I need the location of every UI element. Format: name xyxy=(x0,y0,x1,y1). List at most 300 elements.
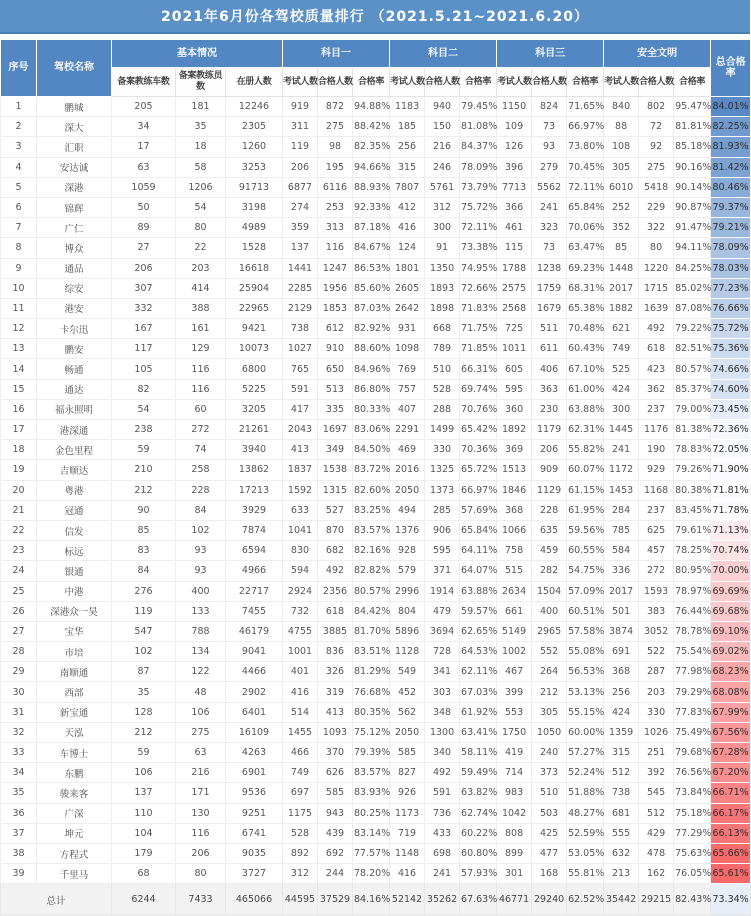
value-cell: 60.80% xyxy=(460,843,497,863)
value-cell: 899 xyxy=(497,843,532,863)
column-subheader: 备案教练车数 xyxy=(112,68,176,97)
value-cell: 553 xyxy=(497,702,532,722)
value-cell: 621 xyxy=(604,319,639,339)
value-cell: 312 xyxy=(283,864,318,884)
value-cell: 503 xyxy=(532,803,567,823)
table-footer xyxy=(1,884,751,916)
total-rate-cell: 78.09% xyxy=(711,238,751,258)
value-cell: 1914 xyxy=(425,581,460,601)
rank-cell: 38 xyxy=(1,843,37,863)
value-cell: 73 xyxy=(532,238,567,258)
value-cell: 272 xyxy=(176,420,226,440)
value-cell: 4755 xyxy=(283,621,318,641)
value-cell: 88.93% xyxy=(353,177,390,197)
value-cell: 584 xyxy=(604,541,639,561)
value-cell: 1350 xyxy=(425,258,460,278)
value-cell: 246 xyxy=(425,157,460,177)
value-cell: 72.66% xyxy=(460,278,497,298)
value-cell: 82.92% xyxy=(353,319,390,339)
value-cell: 133 xyxy=(176,601,226,621)
value-cell: 64.11% xyxy=(460,541,497,561)
rank-cell: 24 xyxy=(1,561,37,581)
value-cell: 719 xyxy=(390,823,425,843)
table-row xyxy=(1,763,751,783)
value-cell: 632 xyxy=(604,843,639,863)
value-cell: 85.60% xyxy=(353,278,390,298)
value-cell: 52.24% xyxy=(567,763,604,783)
value-cell: 46179 xyxy=(226,621,283,641)
value-cell: 1041 xyxy=(283,520,318,540)
total-rate-cell: 66.13% xyxy=(711,823,751,843)
column-subheader: 合格率 xyxy=(567,68,604,97)
value-cell: 840 xyxy=(604,97,639,117)
value-cell: 83.25% xyxy=(353,500,390,520)
value-cell: 419 xyxy=(497,743,532,763)
value-cell: 57.09% xyxy=(567,581,604,601)
value-cell: 51.88% xyxy=(567,783,604,803)
value-cell: 6877 xyxy=(283,177,318,197)
value-cell: 3694 xyxy=(425,621,460,641)
value-cell: 3885 xyxy=(318,621,353,641)
value-cell: 6116 xyxy=(318,177,353,197)
table-row xyxy=(1,803,751,823)
value-cell: 162 xyxy=(639,864,674,884)
value-cell: 414 xyxy=(176,278,226,298)
value-cell: 69.23% xyxy=(567,258,604,278)
total-rate-cell: 66.17% xyxy=(711,803,751,823)
value-cell: 89 xyxy=(112,218,176,238)
rank-cell: 23 xyxy=(1,541,37,561)
value-cell: 82.60% xyxy=(353,480,390,500)
value-cell: 1042 xyxy=(497,803,532,823)
value-cell: 91713 xyxy=(226,177,283,197)
rank-cell: 33 xyxy=(1,743,37,763)
value-cell: 79.39% xyxy=(353,743,390,763)
value-cell: 940 xyxy=(425,97,460,117)
value-cell: 788 xyxy=(176,621,226,641)
value-cell: 461 xyxy=(497,218,532,238)
value-cell: 73.84% xyxy=(674,783,711,803)
value-cell: 71.85% xyxy=(460,339,497,359)
value-cell: 59.49% xyxy=(460,763,497,783)
value-cell: 301 xyxy=(497,864,532,884)
value-cell: 78.20% xyxy=(353,864,390,884)
value-cell: 60.22% xyxy=(460,823,497,843)
value-cell: 738 xyxy=(283,319,318,339)
rank-cell: 2 xyxy=(1,117,37,137)
value-cell: 836 xyxy=(318,642,353,662)
value-cell: 85.02% xyxy=(674,278,711,298)
value-cell: 67.03% xyxy=(460,682,497,702)
value-cell: 479 xyxy=(425,601,460,621)
value-cell: 1050 xyxy=(532,722,567,742)
value-cell: 115 xyxy=(497,238,532,258)
value-cell: 368 xyxy=(604,662,639,682)
value-cell: 549 xyxy=(390,662,425,682)
value-cell: 1066 xyxy=(497,520,532,540)
value-cell: 62.31% xyxy=(567,420,604,440)
value-cell: 545 xyxy=(639,783,674,803)
value-cell: 417 xyxy=(283,399,318,419)
table-row xyxy=(1,319,751,339)
value-cell: 48.27% xyxy=(567,803,604,823)
value-cell: 300 xyxy=(604,399,639,419)
rank-cell: 5 xyxy=(1,177,37,197)
value-cell: 244 xyxy=(318,864,353,884)
value-cell: 5418 xyxy=(639,177,674,197)
value-cell: 64.53% xyxy=(460,642,497,662)
value-cell: 501 xyxy=(604,601,639,621)
table-row xyxy=(1,581,751,601)
total-rate-cell: 68.23% xyxy=(711,662,751,682)
value-cell: 1300 xyxy=(425,722,460,742)
value-cell: 75.49% xyxy=(674,722,711,742)
school-name-cell: 通达 xyxy=(37,379,112,399)
value-cell: 70.45% xyxy=(567,157,604,177)
value-cell: 2291 xyxy=(390,420,425,440)
value-cell: 230 xyxy=(532,399,567,419)
total-rate-cell: 68.08% xyxy=(711,682,751,702)
value-cell: 6901 xyxy=(226,763,283,783)
value-cell: 594 xyxy=(283,561,318,581)
value-cell: 85.18% xyxy=(674,137,711,157)
value-cell: 732 xyxy=(283,601,318,621)
value-cell: 203 xyxy=(639,682,674,702)
value-cell: 206 xyxy=(532,440,567,460)
value-cell: 692 xyxy=(318,843,353,863)
value-cell: 94.88% xyxy=(353,97,390,117)
table-row xyxy=(1,177,751,197)
rank-cell: 8 xyxy=(1,238,37,258)
value-cell: 808 xyxy=(497,823,532,843)
column-subheader: 在册人数 xyxy=(226,68,283,97)
table-row xyxy=(1,702,751,722)
school-name-cell: 吉顺达 xyxy=(37,460,112,480)
value-cell: 7455 xyxy=(226,601,283,621)
rank-cell: 20 xyxy=(1,480,37,500)
value-cell: 81.29% xyxy=(353,662,390,682)
value-cell: 21261 xyxy=(226,420,283,440)
school-name-cell: 信发 xyxy=(37,520,112,540)
value-cell: 86.80% xyxy=(353,379,390,399)
value-cell: 80.25% xyxy=(353,803,390,823)
value-cell: 413 xyxy=(318,702,353,722)
value-cell: 82.16% xyxy=(353,541,390,561)
value-cell: 9251 xyxy=(226,803,283,823)
school-name-cell: 港安 xyxy=(37,298,112,318)
school-name-cell: 畅通 xyxy=(37,359,112,379)
value-cell: 1325 xyxy=(425,460,460,480)
table-row xyxy=(1,137,751,157)
value-cell: 3874 xyxy=(604,621,639,641)
quality-ranking-table xyxy=(0,39,751,916)
column-subheader: 合格率 xyxy=(460,68,497,97)
value-cell: 285 xyxy=(425,500,460,520)
value-cell: 362 xyxy=(639,379,674,399)
value-cell: 60.00% xyxy=(567,722,604,742)
value-cell: 3052 xyxy=(639,621,674,641)
rank-cell: 37 xyxy=(1,823,37,843)
value-cell: 319 xyxy=(318,682,353,702)
value-cell: 83.93% xyxy=(353,783,390,803)
value-cell: 2017 xyxy=(604,278,639,298)
column-header-total-rate: 总合格率 xyxy=(711,40,751,97)
value-cell: 22717 xyxy=(226,581,283,601)
total-value-cell: 35262 xyxy=(425,884,460,916)
value-cell: 83.57% xyxy=(353,520,390,540)
total-rate-cell: 75.36% xyxy=(711,339,751,359)
value-cell: 366 xyxy=(497,197,532,217)
value-cell: 60.07% xyxy=(567,460,604,480)
value-cell: 6741 xyxy=(226,823,283,843)
value-cell: 288 xyxy=(425,399,460,419)
value-cell: 108 xyxy=(604,137,639,157)
value-cell: 547 xyxy=(112,621,176,641)
total-rate-cell: 67.28% xyxy=(711,743,751,763)
value-cell: 65.84% xyxy=(567,197,604,217)
rank-cell: 1 xyxy=(1,97,37,117)
value-cell: 457 xyxy=(639,541,674,561)
value-cell: 1376 xyxy=(390,520,425,540)
value-cell: 1175 xyxy=(283,803,318,823)
value-cell: 241 xyxy=(604,440,639,460)
value-cell: 150 xyxy=(425,117,460,137)
rank-cell: 35 xyxy=(1,783,37,803)
total-row xyxy=(1,884,751,916)
value-cell: 212 xyxy=(532,682,567,702)
total-rate-cell: 72.36% xyxy=(711,420,751,440)
school-name-cell: 深港 xyxy=(37,177,112,197)
value-cell: 1027 xyxy=(283,339,318,359)
column-group-header: 基本情况 xyxy=(112,40,283,68)
value-cell: 668 xyxy=(425,319,460,339)
value-cell: 1715 xyxy=(639,278,674,298)
total-rate-cell: 69.69% xyxy=(711,581,751,601)
value-cell: 79.68% xyxy=(674,743,711,763)
value-cell: 312 xyxy=(425,197,460,217)
value-cell: 63.47% xyxy=(567,238,604,258)
value-cell: 55.81% xyxy=(567,864,604,884)
total-rate-summary-cell: 73.34% xyxy=(711,884,751,916)
value-cell: 467 xyxy=(497,662,532,682)
table-row xyxy=(1,197,751,217)
value-cell: 400 xyxy=(532,601,567,621)
total-rate-cell: 81.42% xyxy=(711,157,751,177)
total-rate-cell: 77.23% xyxy=(711,278,751,298)
table-row xyxy=(1,662,751,682)
total-rate-cell: 81.93% xyxy=(711,137,751,157)
value-cell: 237 xyxy=(639,500,674,520)
total-value-cell: 6244 xyxy=(112,884,176,916)
table-row xyxy=(1,541,751,561)
column-group-header: 科目一 xyxy=(283,40,390,68)
value-cell: 65.72% xyxy=(460,460,497,480)
value-cell: 54 xyxy=(176,197,226,217)
value-cell: 1893 xyxy=(425,278,460,298)
rank-cell: 30 xyxy=(1,682,37,702)
value-cell: 635 xyxy=(532,520,567,540)
value-cell: 2016 xyxy=(390,460,425,480)
value-cell: 62.11% xyxy=(460,662,497,682)
total-rate-cell: 65.61% xyxy=(711,864,751,884)
value-cell: 83.14% xyxy=(353,823,390,843)
value-cell: 22965 xyxy=(226,298,283,318)
value-cell: 137 xyxy=(112,783,176,803)
table-row xyxy=(1,238,751,258)
table-row xyxy=(1,500,751,520)
value-cell: 830 xyxy=(283,541,318,561)
value-cell: 906 xyxy=(425,520,460,540)
value-cell: 241 xyxy=(425,864,460,884)
total-rate-cell: 70.00% xyxy=(711,561,751,581)
value-cell: 1148 xyxy=(390,843,425,863)
value-cell: 425 xyxy=(532,823,567,843)
page-title xyxy=(0,0,750,34)
value-cell: 3205 xyxy=(226,399,283,419)
school-name-cell: 骏来客 xyxy=(37,783,112,803)
value-cell: 84.37% xyxy=(460,137,497,157)
table-row xyxy=(1,218,751,238)
value-cell: 370 xyxy=(318,743,353,763)
value-cell: 681 xyxy=(604,803,639,823)
rank-cell: 4 xyxy=(1,157,37,177)
value-cell: 59 xyxy=(112,743,176,763)
value-cell: 75.12% xyxy=(353,722,390,742)
school-name-cell: 卡尔迅 xyxy=(37,319,112,339)
value-cell: 1059 xyxy=(112,177,176,197)
value-cell: 181 xyxy=(176,97,226,117)
value-cell: 305 xyxy=(604,157,639,177)
table-row xyxy=(1,601,751,621)
column-subheader: 备案教练员数 xyxy=(176,68,226,97)
value-cell: 80 xyxy=(176,864,226,884)
total-rate-cell: 82.25% xyxy=(711,117,751,137)
value-cell: 399 xyxy=(497,682,532,702)
value-cell: 714 xyxy=(497,763,532,783)
total-value-cell: 44595 xyxy=(283,884,318,916)
value-cell: 206 xyxy=(176,843,226,863)
value-cell: 282 xyxy=(532,561,567,581)
value-cell: 510 xyxy=(425,359,460,379)
value-cell: 323 xyxy=(532,218,567,238)
column-group-header: 安全文明 xyxy=(604,40,711,68)
value-cell: 1499 xyxy=(425,420,460,440)
value-cell: 85 xyxy=(604,238,639,258)
value-cell: 73.38% xyxy=(460,238,497,258)
value-cell: 510 xyxy=(532,783,567,803)
value-cell: 60.43% xyxy=(567,339,604,359)
value-cell: 373 xyxy=(532,763,567,783)
page-title-text: 2021年6月份各驾校质量排行 （2021.5.21~2021.6.20） xyxy=(161,9,589,25)
value-cell: 57.93% xyxy=(460,864,497,884)
value-cell: 1315 xyxy=(318,480,353,500)
value-cell: 35 xyxy=(112,682,176,702)
value-cell: 35 xyxy=(176,117,226,137)
value-cell: 359 xyxy=(283,218,318,238)
value-cell: 478 xyxy=(639,843,674,863)
value-cell: 161 xyxy=(176,319,226,339)
value-cell: 25904 xyxy=(226,278,283,298)
value-cell: 73.79% xyxy=(460,177,497,197)
value-cell: 80.57% xyxy=(353,581,390,601)
value-cell: 122 xyxy=(176,662,226,682)
table-row xyxy=(1,480,751,500)
value-cell: 66.97% xyxy=(460,480,497,500)
rank-cell: 19 xyxy=(1,460,37,480)
value-cell: 1853 xyxy=(318,298,353,318)
value-cell: 85.37% xyxy=(674,379,711,399)
value-cell: 82.82% xyxy=(353,561,390,581)
school-name-cell: 博众 xyxy=(37,238,112,258)
rank-cell: 13 xyxy=(1,339,37,359)
value-cell: 758 xyxy=(497,541,532,561)
value-cell: 129 xyxy=(176,339,226,359)
value-cell: 212 xyxy=(112,722,176,742)
column-subheader: 考试人数 xyxy=(604,68,639,97)
value-cell: 416 xyxy=(390,218,425,238)
rank-cell: 18 xyxy=(1,440,37,460)
header-group-row xyxy=(1,40,751,68)
value-cell: 1759 xyxy=(532,278,567,298)
value-cell: 54.75% xyxy=(567,561,604,581)
value-cell: 469 xyxy=(390,440,425,460)
value-cell: 91 xyxy=(425,238,460,258)
value-cell: 682 xyxy=(318,541,353,561)
rank-cell: 39 xyxy=(1,864,37,884)
table-row xyxy=(1,864,751,884)
value-cell: 74 xyxy=(176,440,226,460)
school-name-cell: 新宝通 xyxy=(37,702,112,722)
value-cell: 83.45% xyxy=(674,500,711,520)
value-cell: 76.05% xyxy=(674,864,711,884)
value-cell: 1220 xyxy=(639,258,674,278)
value-cell: 943 xyxy=(318,803,353,823)
table-row xyxy=(1,157,751,177)
value-cell: 511 xyxy=(532,319,567,339)
rank-cell: 34 xyxy=(1,763,37,783)
total-rate-cell: 65.66% xyxy=(711,843,751,863)
value-cell: 2356 xyxy=(318,581,353,601)
value-cell: 77.98% xyxy=(674,662,711,682)
school-name-cell: 广深 xyxy=(37,803,112,823)
value-cell: 626 xyxy=(318,763,353,783)
rank-cell: 7 xyxy=(1,218,37,238)
value-cell: 2050 xyxy=(390,722,425,742)
value-cell: 63 xyxy=(112,157,176,177)
total-value-cell: 82.43% xyxy=(674,884,711,916)
table-row xyxy=(1,843,751,863)
value-cell: 87 xyxy=(112,662,176,682)
value-cell: 650 xyxy=(318,359,353,379)
total-rate-cell: 67.20% xyxy=(711,763,751,783)
school-name-cell: 深大 xyxy=(37,117,112,137)
table-row xyxy=(1,823,751,843)
value-cell: 80.95% xyxy=(674,561,711,581)
table-row xyxy=(1,379,751,399)
value-cell: 73.80% xyxy=(567,137,604,157)
value-cell: 167 xyxy=(112,319,176,339)
total-value-cell: 35442 xyxy=(604,884,639,916)
value-cell: 83 xyxy=(112,541,176,561)
value-cell: 870 xyxy=(318,520,353,540)
value-cell: 5225 xyxy=(226,379,283,399)
school-name-cell: 港深通 xyxy=(37,420,112,440)
value-cell: 633 xyxy=(283,500,318,520)
value-cell: 477 xyxy=(532,843,567,863)
total-value-cell: 37529 xyxy=(318,884,353,916)
total-rate-cell: 79.37% xyxy=(711,197,751,217)
value-cell: 80.33% xyxy=(353,399,390,419)
